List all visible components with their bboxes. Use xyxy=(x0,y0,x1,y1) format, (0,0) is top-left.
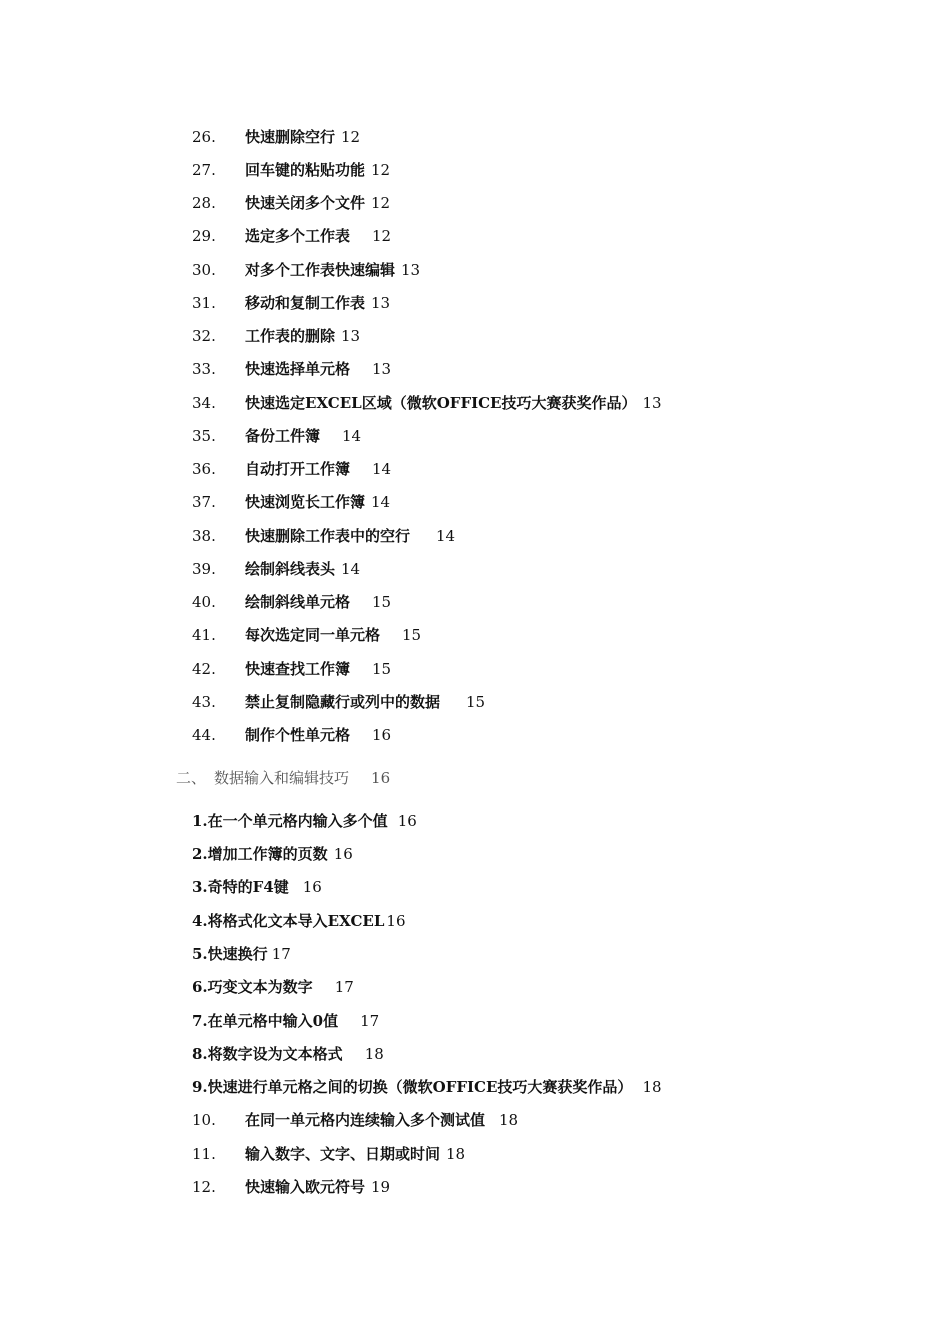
toc-entry-number: 7. xyxy=(192,1012,208,1030)
toc-entry-page: 18 xyxy=(446,1145,466,1163)
toc-entry-page: 15 xyxy=(372,593,392,611)
toc-entry-page: 12 xyxy=(341,128,361,146)
toc-entry-page: 17 xyxy=(271,945,291,963)
toc-entry-title: 将格式化文本导入EXCEL xyxy=(207,912,385,930)
toc-entry-title: 快速浏览长工作簿 xyxy=(245,493,366,511)
toc-entry-title: 在一个单元格内输入多个值 xyxy=(207,812,388,830)
toc-entry-title: 增加工作簿的页数 xyxy=(207,845,328,863)
toc-entry-title: 快速删除空行 xyxy=(245,128,336,146)
toc-entry-number: 38. xyxy=(192,527,216,545)
toc-entry-number: 10. xyxy=(192,1111,216,1129)
toc-entry-number: 9. xyxy=(192,1078,208,1096)
toc-entry-number: 32. xyxy=(192,327,216,345)
toc-entry-number: 37. xyxy=(192,493,216,511)
toc-entry-title: 每次选定同一单元格 xyxy=(245,626,381,644)
section-heading[interactable] xyxy=(176,768,390,788)
toc-entry-page: 12 xyxy=(371,194,391,212)
toc-entry-number: 8. xyxy=(192,1045,208,1063)
toc-entry-page: 18 xyxy=(364,1045,384,1063)
toc-entry-page: 16 xyxy=(302,878,322,896)
section-number: 二、 xyxy=(176,769,207,787)
toc-entry-title: 快速删除工作表中的空行 xyxy=(245,527,411,545)
toc-entry-title: 自动打开工作簿 xyxy=(245,460,351,478)
toc-entry-number: 35. xyxy=(192,427,216,445)
toc-entry-number: 40. xyxy=(192,593,216,611)
toc-entry-page: 16 xyxy=(333,845,353,863)
toc-entry-title: 回车键的粘贴功能 xyxy=(245,161,366,179)
toc-entry-page: 13 xyxy=(401,261,421,279)
toc-entry-title: 在单元格中输入0值 xyxy=(207,1012,339,1030)
toc-entry-title: 将数字设为文本格式 xyxy=(207,1045,343,1063)
toc-entry-title: 快速输入欧元符号 xyxy=(245,1178,366,1196)
section-page: 16 xyxy=(371,769,391,787)
toc-entry-page: 14 xyxy=(371,493,391,511)
toc-entry-page: 14 xyxy=(372,460,392,478)
toc-entry-number: 6. xyxy=(192,978,208,996)
toc-entry-title: 快速选定EXCEL区域（微软OFFICE技巧大赛获奖作品） xyxy=(245,394,637,412)
toc-entry-page: 13 xyxy=(371,294,391,312)
toc-entry-page: 16 xyxy=(372,726,392,744)
toc-entry-title: 快速查找工作簿 xyxy=(245,660,351,678)
toc-entry-number: 33. xyxy=(192,360,216,378)
toc-entry-page: 17 xyxy=(360,1012,380,1030)
toc-entry-number: 41. xyxy=(192,626,216,644)
toc-entry-title: 在同一单元格内连续输入多个测试值 xyxy=(245,1111,486,1129)
toc-entry-page: 18 xyxy=(642,1078,662,1096)
toc-entry-number: 44. xyxy=(192,726,216,744)
toc-entry-page: 12 xyxy=(372,227,392,245)
toc-entry-page: 17 xyxy=(334,978,354,996)
toc-entry-number: 5. xyxy=(192,945,208,963)
toc-entry-page: 19 xyxy=(371,1178,391,1196)
toc-entry-number: 42. xyxy=(192,660,216,678)
toc-entry-number: 36. xyxy=(192,460,216,478)
toc-entry-page: 15 xyxy=(466,693,486,711)
toc-entry-title: 奇特的F4键 xyxy=(207,878,289,896)
toc-entry-title: 选定多个工作表 xyxy=(245,227,351,245)
toc-entry-number: 29. xyxy=(192,227,216,245)
toc-entry-number: 2. xyxy=(192,845,208,863)
toc-entry-title: 绘制斜线表头 xyxy=(245,560,336,578)
toc-entry-title: 绘制斜线单元格 xyxy=(245,593,351,611)
toc-entry-page: 13 xyxy=(341,327,361,345)
toc-entry-page: 12 xyxy=(371,161,391,179)
toc-entry-title: 工作表的删除 xyxy=(245,327,336,345)
toc-entry-number: 30. xyxy=(192,261,216,279)
toc-entry-title: 制作个性单元格 xyxy=(245,726,351,744)
toc-entry-title: 快速选择单元格 xyxy=(245,360,351,378)
toc-entry-title: 禁止复制隐藏行或列中的数据 xyxy=(245,693,441,711)
toc-entry-number: 31. xyxy=(192,294,216,312)
toc-entry-page: 16 xyxy=(397,812,417,830)
toc-entry-page: 13 xyxy=(372,360,392,378)
toc-entry-page: 16 xyxy=(386,912,406,930)
toc-entry-title: 快速关闭多个文件 xyxy=(245,194,366,212)
toc-entry-title: 巧变文本为数字 xyxy=(207,978,313,996)
toc-entry-page: 13 xyxy=(642,394,662,412)
toc-entry-number: 26. xyxy=(192,128,216,146)
toc-entry-page: 18 xyxy=(499,1111,519,1129)
toc-entry-number: 4. xyxy=(192,912,208,930)
toc-entry-number: 1. xyxy=(192,812,208,830)
toc-entry-title: 移动和复制工作表 xyxy=(245,294,366,312)
toc-entry-page: 15 xyxy=(402,626,422,644)
toc-entry-number: 34. xyxy=(192,394,216,412)
toc-entry-number: 3. xyxy=(192,878,208,896)
toc-entry-number: 39. xyxy=(192,560,216,578)
toc-entry-number: 27. xyxy=(192,161,216,179)
toc-entry-title: 对多个工作表快速编辑 xyxy=(245,261,396,279)
toc-entry-page: 14 xyxy=(436,527,456,545)
toc-entry-page: 14 xyxy=(341,560,361,578)
toc-entry-number: 43. xyxy=(192,693,216,711)
toc-entry-page: 15 xyxy=(372,660,392,678)
toc-entry-title: 快速换行 xyxy=(207,945,268,963)
toc-entry-page: 14 xyxy=(342,427,362,445)
toc-entry-number: 11. xyxy=(192,1145,216,1163)
toc-entry-number: 12. xyxy=(192,1178,216,1196)
section-title: 数据输入和编辑技巧 xyxy=(214,769,350,787)
toc-entry-number: 28. xyxy=(192,194,216,212)
toc-entry-title: 备份工件簿 xyxy=(245,427,321,445)
toc-entry-title: 快速进行单元格之间的切换（微软OFFICE技巧大赛获奖作品） xyxy=(207,1078,633,1096)
toc-entry-title: 输入数字、文字、日期或时间 xyxy=(245,1145,441,1163)
